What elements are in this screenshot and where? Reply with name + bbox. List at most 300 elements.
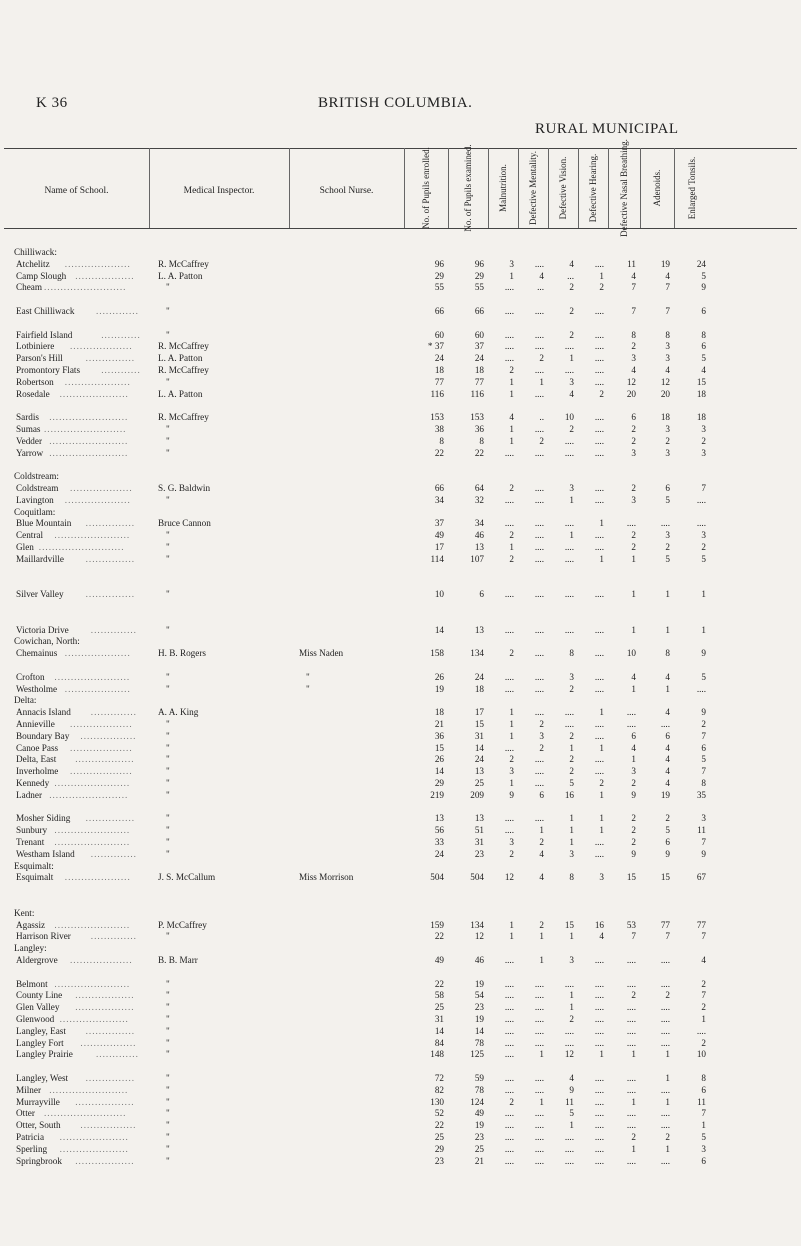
cell-value: .... <box>594 447 604 458</box>
cell-value: 24 <box>434 353 444 364</box>
cell-value: 2 <box>569 754 574 765</box>
group-name: Cowichan, North: <box>14 636 80 647</box>
cell-value: 2 <box>539 837 544 847</box>
cell-value: .... <box>594 955 604 965</box>
page-number: K 36 <box>36 95 68 111</box>
cell-value: .... <box>594 353 604 364</box>
column-header-label: Enlarged Tonsils. <box>687 156 697 220</box>
cell-value: 8 <box>701 329 706 340</box>
nurse-name: Miss Naden <box>299 648 344 659</box>
cell-value: 1 <box>631 1049 636 1060</box>
column-divider <box>548 148 549 228</box>
cell-value: .... <box>534 1037 544 1048</box>
table-row <box>4 1048 797 1060</box>
column-divider <box>448 148 449 228</box>
cell-value: 1 <box>665 1049 670 1060</box>
cell-value: .... <box>564 365 574 375</box>
cell-value: 1 <box>631 683 636 694</box>
cell-value: 24 <box>474 671 484 682</box>
inspector-name: " <box>166 990 170 1001</box>
cell-value: .... <box>564 719 574 729</box>
cell-value: 5 <box>665 553 670 564</box>
leader-dots: .............. <box>90 624 137 635</box>
inspector-name: H. B. Rogers <box>158 648 206 659</box>
school-name: Cheam <box>16 282 43 293</box>
leader-dots: ........................ <box>49 789 129 800</box>
cell-value: .... <box>534 1002 544 1013</box>
cell-value: * 37 <box>427 341 444 352</box>
cell-value: 22 <box>434 978 444 989</box>
inspector-name: " <box>166 719 170 729</box>
cell-value: 12 <box>660 376 670 387</box>
inspector-name: " <box>166 1002 170 1013</box>
cell-value: 64 <box>474 483 484 493</box>
leader-dots: ................... <box>70 719 133 729</box>
school-name: Trenant <box>16 837 45 847</box>
cell-value: .... <box>594 424 604 434</box>
leader-dots: ............... <box>85 589 136 600</box>
cell-value: 134 <box>470 648 484 659</box>
school-name: County Line <box>16 990 63 1001</box>
cell-value: .... <box>660 1084 670 1095</box>
table-row <box>4 329 797 341</box>
cell-value: 2 <box>569 282 574 293</box>
school-name: Lavington <box>16 494 54 505</box>
table-row <box>4 388 797 400</box>
cell-value: 1 <box>569 742 574 753</box>
cell-value: 1 <box>539 1049 544 1060</box>
cell-value: 2 <box>569 329 574 340</box>
cell-value: 7 <box>631 931 636 942</box>
group-name: Langley: <box>14 943 47 954</box>
inspector-name: " <box>166 1049 170 1060</box>
cell-value: 1 <box>665 1096 670 1107</box>
school-name: Sumas <box>16 424 41 434</box>
leader-dots: ....................... <box>54 919 131 930</box>
cell-value: 2 <box>599 388 604 399</box>
inspector-name: " <box>166 825 170 836</box>
column-divider <box>674 148 675 228</box>
school-name: Maillardville <box>16 553 64 564</box>
inspector-name: L. A. Patton <box>158 388 203 399</box>
cell-value: .... <box>594 341 604 352</box>
cell-value: 25 <box>474 778 484 788</box>
inspector-name: B. B. Marr <box>158 955 198 965</box>
inspector-name: " <box>166 376 170 387</box>
school-name: Sperling <box>16 1143 48 1154</box>
cell-value: .... <box>626 978 636 989</box>
cell-value: 5 <box>701 553 706 564</box>
cell-value: 29 <box>434 1143 444 1154</box>
cell-value: 3 <box>701 530 706 541</box>
cell-value: 24 <box>434 848 444 859</box>
cell-value: 13 <box>474 766 484 777</box>
table-row <box>4 954 797 966</box>
cell-value: 11 <box>697 825 706 836</box>
cell-value: 82 <box>434 1084 444 1095</box>
cell-value: .... <box>594 978 604 989</box>
cell-value: 9 <box>569 1084 574 1095</box>
table-row <box>4 671 797 683</box>
cell-value: .... <box>504 494 514 505</box>
cell-value: 18 <box>434 707 444 718</box>
cell-value: 2 <box>631 424 636 434</box>
cell-value: 34 <box>474 518 484 529</box>
cell-value: 1 <box>569 837 574 847</box>
column-header-nurse: School Nurse. <box>319 186 374 196</box>
school-name: Lotbiniere <box>16 341 55 352</box>
inspector-name: " <box>166 1155 170 1166</box>
cell-value: .... <box>504 671 514 682</box>
cell-value: .... <box>534 306 544 316</box>
school-name: Langley, East <box>16 1025 66 1036</box>
cell-value: .... <box>564 1037 574 1048</box>
cell-value: 18 <box>474 365 484 375</box>
school-name: Murrayville <box>16 1096 60 1107</box>
cell-value: ... <box>567 270 574 281</box>
cell-value: 46 <box>474 955 484 965</box>
leader-dots: ..................... <box>59 1132 129 1142</box>
cell-value: 130 <box>430 1096 444 1107</box>
cell-value: 13 <box>434 813 444 824</box>
cell-value: 2 <box>631 1132 636 1142</box>
school-name: Agassiz <box>16 919 46 930</box>
column-header-numeric <box>586 150 600 226</box>
school-name: Milner <box>16 1084 42 1095</box>
cell-value: 116 <box>470 388 484 399</box>
school-name: Sardis <box>16 412 39 423</box>
cell-value: 18 <box>696 412 706 423</box>
cell-value: 9 <box>631 848 636 859</box>
cell-value: 16 <box>594 919 604 930</box>
school-name: Springbrook <box>16 1155 62 1166</box>
cell-value: .... <box>594 1073 604 1083</box>
cell-value: 19 <box>474 978 484 989</box>
cell-value: 3 <box>665 341 670 352</box>
cell-value: 59 <box>474 1073 484 1083</box>
group-name: Kent: <box>14 907 35 918</box>
group-heading-row <box>4 694 797 706</box>
table-row <box>4 352 797 364</box>
cell-value: .... <box>594 1143 604 1154</box>
cell-value: .... <box>660 1108 670 1119</box>
cell-value: .... <box>504 282 514 293</box>
school-name: Glen Valley <box>16 1002 60 1013</box>
cell-value: 14 <box>434 624 444 635</box>
cell-value: .... <box>504 624 514 635</box>
inspector-name: " <box>166 754 170 765</box>
cell-value: .... <box>626 518 636 529</box>
cell-value: .... <box>594 1132 604 1142</box>
cell-value: 22 <box>434 447 444 458</box>
cell-value: 4 <box>665 365 670 375</box>
cell-value: .... <box>660 1014 670 1024</box>
inspector-name: " <box>166 1073 170 1083</box>
cell-value: 1 <box>631 553 636 564</box>
cell-value: 5 <box>701 671 706 682</box>
cell-value: 148 <box>430 1049 444 1060</box>
cell-value: 4 <box>701 365 706 375</box>
table-row <box>4 812 797 824</box>
inspector-name: R. McCaffrey <box>158 412 209 423</box>
cell-value: 3 <box>665 530 670 541</box>
cell-value: 1 <box>569 1002 574 1013</box>
leader-dots: .............. <box>90 848 137 859</box>
cell-value: 13 <box>474 542 484 552</box>
school-name: Annacis Island <box>16 707 71 718</box>
cell-value: 6 <box>665 730 670 741</box>
inspector-name: " <box>166 1025 170 1036</box>
cell-value: .... <box>504 341 514 352</box>
cell-value: 5 <box>701 754 706 765</box>
cell-value: 3 <box>665 353 670 364</box>
cell-value: 1 <box>509 730 514 741</box>
cell-value: 11 <box>565 1096 574 1107</box>
cell-value: 6 <box>701 742 706 753</box>
school-name: Patricia <box>16 1132 45 1142</box>
cell-value: 1 <box>665 1073 670 1083</box>
inspector-name: " <box>166 931 170 942</box>
inspector-name: " <box>166 671 170 682</box>
inspector-name: " <box>166 530 170 541</box>
cell-value: 78 <box>474 1037 484 1048</box>
leader-dots: ......................... <box>44 424 127 434</box>
cell-value: .... <box>660 1120 670 1131</box>
cell-value: .... <box>564 447 574 458</box>
cell-value: 2 <box>631 483 636 493</box>
cell-value: 4 <box>631 671 636 682</box>
cell-value: 49 <box>434 955 444 965</box>
cell-value: .... <box>660 1037 670 1048</box>
cell-value: 19 <box>474 1014 484 1024</box>
cell-value: 22 <box>434 931 444 942</box>
cell-value: 1 <box>631 754 636 765</box>
school-name: Vedder <box>16 435 43 446</box>
cell-value: 8 <box>665 648 670 659</box>
table-row <box>4 1107 797 1119</box>
table-row <box>4 1025 797 1037</box>
cell-value: .... <box>504 1002 514 1013</box>
school-name: Central <box>16 530 44 541</box>
section-title: RURAL MUNICIPAL <box>535 121 679 137</box>
inspector-name: " <box>166 542 170 552</box>
inspector-name: R. McCaffrey <box>158 258 209 269</box>
table-row <box>4 1037 797 1049</box>
table-row <box>4 765 797 777</box>
table-row <box>4 494 797 506</box>
cell-value: 29 <box>434 270 444 281</box>
cell-value: 15 <box>434 742 444 753</box>
cell-value: 77 <box>696 919 706 930</box>
cell-value: .... <box>564 1025 574 1036</box>
table-row <box>4 1143 797 1155</box>
cell-value: 24 <box>474 353 484 364</box>
cell-value: 2 <box>569 766 574 777</box>
cell-value: 7 <box>701 931 706 942</box>
cell-value: 6 <box>665 837 670 847</box>
cell-value: 46 <box>474 530 484 541</box>
cell-value: 3 <box>509 258 514 269</box>
cell-value: 4 <box>665 707 670 718</box>
cell-value: 116 <box>430 388 444 399</box>
inspector-name: S. G. Baldwin <box>158 483 211 493</box>
cell-value: 1 <box>539 955 544 965</box>
cell-value: .... <box>594 530 604 541</box>
cell-value: 23 <box>474 848 484 859</box>
cell-value: ... <box>537 282 544 293</box>
cell-value: 2 <box>569 306 574 316</box>
cell-value: 4 <box>569 258 574 269</box>
inspector-name: R. McCaffrey <box>158 341 209 352</box>
cell-value: 3 <box>569 848 574 859</box>
cell-value: 60 <box>434 329 444 340</box>
cell-value: .... <box>534 447 544 458</box>
cell-value: .... <box>660 518 670 529</box>
leader-dots: ................... <box>70 766 133 777</box>
cell-value: .... <box>534 483 544 493</box>
cell-value: 1 <box>569 353 574 364</box>
inspector-name: L. A. Patton <box>158 353 203 364</box>
cell-value: 2 <box>569 424 574 434</box>
cell-value: 1 <box>569 931 574 942</box>
cell-value: 4 <box>665 766 670 777</box>
cell-value: 49 <box>474 1108 484 1119</box>
cell-value: .... <box>696 494 706 505</box>
cell-value: 9 <box>701 282 706 293</box>
cell-value: .... <box>594 1155 604 1166</box>
cell-value: 1 <box>509 542 514 552</box>
cell-value: .... <box>594 435 604 446</box>
cell-value: 12 <box>564 1049 574 1060</box>
cell-value: 13 <box>474 813 484 824</box>
cell-value: 24 <box>474 754 484 765</box>
cell-value: 23 <box>434 1155 444 1166</box>
school-name: Fairfield Island <box>16 329 73 340</box>
cell-value: 4 <box>539 270 544 281</box>
cell-value: .... <box>504 825 514 836</box>
group-name: Chilliwack: <box>14 247 57 257</box>
cell-value: .... <box>594 766 604 777</box>
leader-dots: ................... <box>70 483 133 493</box>
cell-value: 6 <box>701 341 706 352</box>
inspector-name: " <box>166 683 170 694</box>
cell-value: 9 <box>631 789 636 800</box>
table-row <box>4 270 797 282</box>
cell-value: 7 <box>701 837 706 847</box>
cell-value: .... <box>594 329 604 340</box>
cell-value: .... <box>534 1143 544 1154</box>
cell-value: 77 <box>660 919 670 930</box>
cell-value: 153 <box>470 412 484 423</box>
cell-value: 25 <box>434 1002 444 1013</box>
cell-value: .... <box>660 1025 670 1036</box>
cell-value: 2 <box>631 990 636 1001</box>
inspector-name: " <box>166 848 170 859</box>
inspector-name: " <box>166 837 170 847</box>
cell-value: .... <box>504 518 514 529</box>
cell-value: 36 <box>434 730 444 741</box>
cell-value: 2 <box>701 1037 706 1048</box>
cell-value: 60 <box>474 329 484 340</box>
inspector-name: " <box>166 730 170 741</box>
inspector-name: " <box>166 624 170 635</box>
column-divider <box>488 148 489 228</box>
school-name: Langley Prairie <box>16 1049 73 1060</box>
cell-value: .... <box>504 683 514 694</box>
cell-value: .... <box>594 848 604 859</box>
cell-value: 8 <box>479 435 484 446</box>
column-header-label: Malnutrition. <box>498 164 508 212</box>
cell-value: 2 <box>701 978 706 989</box>
school-name: Westham Island <box>16 848 75 859</box>
cell-value: 1 <box>509 376 514 387</box>
cell-value: 8 <box>631 329 636 340</box>
table-row <box>4 517 797 529</box>
group-name: Delta: <box>14 695 37 706</box>
cell-value: 3 <box>569 955 574 965</box>
leader-dots: ..................... <box>59 1143 129 1154</box>
cell-value: 58 <box>434 990 444 1001</box>
cell-value: .... <box>504 1120 514 1131</box>
cell-value: .... <box>594 1002 604 1013</box>
leader-dots: .................. <box>75 754 135 765</box>
cell-value: 4 <box>569 388 574 399</box>
cell-value: .... <box>534 589 544 600</box>
cell-value: 1 <box>509 919 514 930</box>
cell-value: .... <box>564 1132 574 1142</box>
cell-value: .... <box>660 978 670 989</box>
cell-value: 7 <box>701 483 706 493</box>
cell-value: 4 <box>665 742 670 753</box>
cell-value: 8 <box>701 1073 706 1083</box>
cell-value: 1 <box>509 270 514 281</box>
cell-value: 6 <box>701 1084 706 1095</box>
school-name: Westholme <box>16 683 58 694</box>
cell-value: .... <box>504 1073 514 1083</box>
leader-dots: ................... <box>70 341 133 352</box>
table-row <box>4 753 797 765</box>
column-header-label: Defective Hearing. <box>588 153 598 223</box>
leader-dots: ......................... <box>44 1108 127 1119</box>
table-row <box>4 1131 797 1143</box>
column-header-label: No. of Pupils enrolled. <box>421 147 431 229</box>
cell-value: 2 <box>539 353 544 364</box>
cell-value: 9 <box>701 707 706 718</box>
group-heading-row <box>4 942 797 954</box>
page-title: BRITISH COLUMBIA. <box>318 95 473 111</box>
school-name: Chemainus <box>16 648 58 659</box>
cell-value: 2 <box>631 837 636 847</box>
cell-value: 14 <box>474 1025 484 1036</box>
cell-value: 49 <box>434 530 444 541</box>
cell-value: 52 <box>434 1108 444 1119</box>
cell-value: 2 <box>569 1014 574 1024</box>
cell-value: .... <box>594 258 604 269</box>
school-name: Langley, West <box>16 1073 69 1083</box>
cell-value: .... <box>626 1120 636 1131</box>
cell-value: 8 <box>701 778 706 788</box>
cell-value: .. <box>539 412 544 423</box>
leader-dots: ........................ <box>49 435 129 446</box>
cell-value: .... <box>594 754 604 765</box>
cell-value: 1 <box>539 931 544 942</box>
table-row <box>4 340 797 352</box>
cell-value: .... <box>594 494 604 505</box>
school-name: Promontory Flats <box>16 365 81 375</box>
cell-value: 114 <box>430 553 444 564</box>
cell-value: .... <box>564 542 574 552</box>
cell-value: .... <box>534 671 544 682</box>
